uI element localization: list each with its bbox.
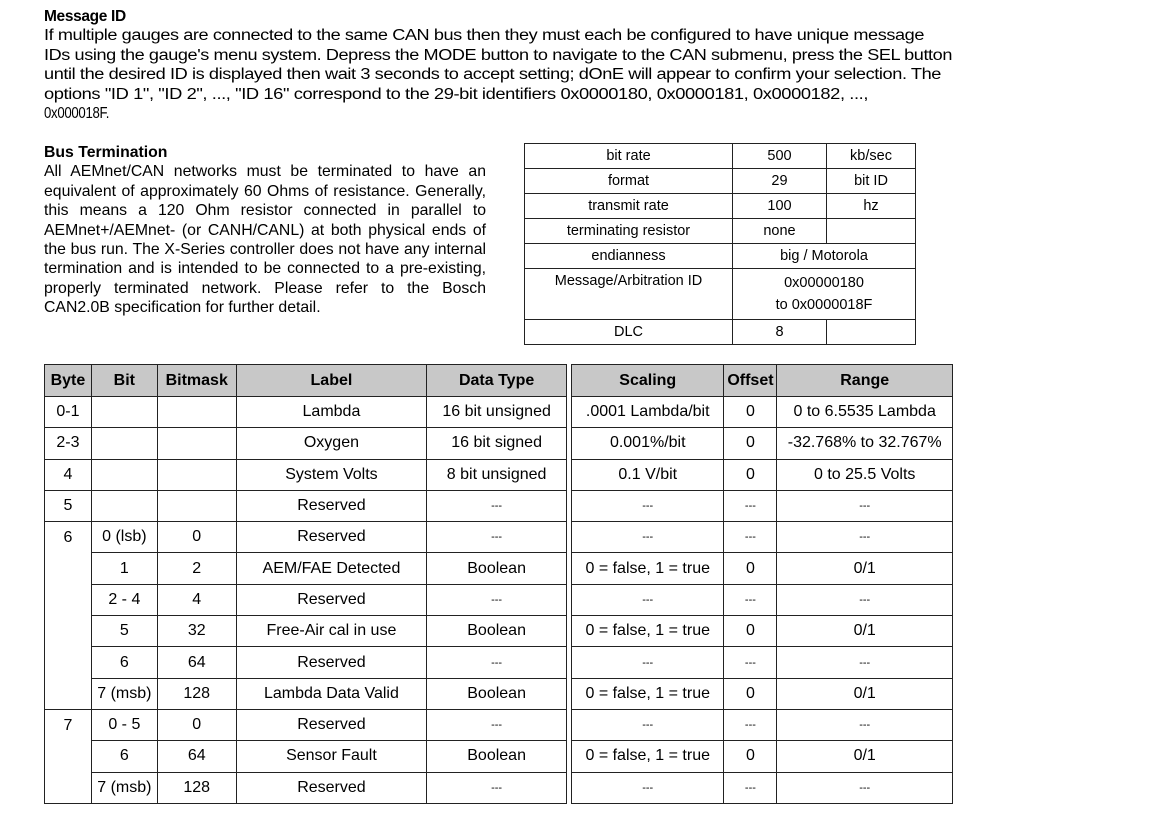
cell-data-type: Boolean — [427, 741, 567, 772]
table-row — [45, 709, 567, 740]
cell-bit: 7 (msb) — [91, 678, 157, 709]
cell-bit — [91, 459, 157, 490]
cell-offset: 0 — [724, 678, 777, 709]
bus-termination-body: All AEMnet/CAN networks must be terminated to have an equivalent of approximately 60 Ohms of resistance. Generally, this means a 120 Ohm resistor connected in parallel to AEMnet+/AEMnet- (or CANH/CANL) at both physical ends of the bus run. The X-Series controller does not have any internal termination and is intended to be connected to a pre-existing, properly terminated network. Please refer to the Bosch CAN2.0B specification for further detail. — [44, 163, 486, 317]
cell-scaling: 0 = false, 1 = true — [572, 553, 724, 584]
param-value: none — [733, 219, 827, 244]
cell-scaling: --- — [572, 647, 724, 678]
param-unit: kb/sec — [827, 144, 916, 169]
cell-byte: 2-3 — [45, 428, 92, 459]
table-row — [45, 584, 567, 615]
cell-bitmask: 0 — [157, 709, 236, 740]
cell-byte: 0-1 — [45, 397, 92, 428]
cell-bit — [91, 490, 157, 521]
cell-range: 0/1 — [777, 678, 953, 709]
cell-bitmask: 64 — [157, 647, 236, 678]
param-value: 8 — [733, 320, 827, 345]
cell-bit: 0 - 5 — [91, 709, 157, 740]
cell-bit: 2 - 4 — [91, 584, 157, 615]
param-row-dlc — [525, 320, 916, 345]
header-bit: Bit — [91, 365, 157, 397]
cell-range: --- — [777, 647, 953, 678]
cell-range: --- — [777, 522, 953, 553]
header-offset: Offset — [724, 365, 777, 397]
header-scaling: Scaling — [572, 365, 724, 397]
table-row — [45, 741, 567, 772]
param-row-endianness — [525, 244, 916, 269]
table-row — [45, 553, 567, 584]
param-row-format — [525, 169, 916, 194]
param-unit — [827, 219, 916, 244]
param-label: DLC — [525, 320, 733, 345]
table-row — [45, 678, 567, 709]
cell-offset: --- — [724, 772, 777, 803]
param-unit: hz — [827, 194, 916, 219]
param-value — [733, 269, 916, 320]
cell-range: 0/1 — [777, 741, 953, 772]
table-row — [572, 616, 953, 647]
table-header-row — [572, 365, 953, 397]
data-layout-table-left — [44, 364, 567, 804]
message-id-section — [44, 7, 956, 123]
cell-offset: --- — [724, 522, 777, 553]
cell-range: 0/1 — [777, 616, 953, 647]
message-id-heading: Message ID — [44, 8, 126, 25]
table-row — [45, 522, 567, 553]
message-id-line — [44, 46, 956, 65]
cell-label: Reserved — [236, 647, 427, 678]
cell-offset: --- — [724, 647, 777, 678]
cell-data-type: --- — [427, 584, 567, 615]
cell-scaling: .0001 Lambda/bit — [572, 397, 724, 428]
cell-scaling: 0.1 V/bit — [572, 459, 724, 490]
table-row — [572, 584, 953, 615]
cell-range: --- — [777, 772, 953, 803]
table-header-row — [45, 365, 567, 397]
cell-label: System Volts — [236, 459, 427, 490]
cell-bit: 0 (lsb) — [91, 522, 157, 553]
cell-bitmask — [157, 459, 236, 490]
message-id-line-text: until the desired ID is displayed then wait 3 seconds to accept setting; dOnE will appear to confirm your selection. The — [44, 66, 941, 84]
cell-data-type: Boolean — [427, 678, 567, 709]
cell-offset: 0 — [724, 553, 777, 584]
cell-bitmask: 32 — [157, 616, 236, 647]
cell-range: 0 to 25.5 Volts — [777, 459, 953, 490]
table-row — [572, 522, 953, 553]
cell-bitmask: 4 — [157, 584, 236, 615]
table-row — [572, 397, 953, 428]
header-range: Range — [777, 365, 953, 397]
cell-byte: 7 — [45, 709, 92, 803]
cell-scaling: --- — [572, 522, 724, 553]
param-value: 29 — [733, 169, 827, 194]
cell-offset: --- — [724, 490, 777, 521]
cell-label: Reserved — [236, 522, 427, 553]
table-row — [572, 459, 953, 490]
table-row — [572, 772, 953, 803]
param-unit — [827, 320, 916, 345]
table-row — [572, 709, 953, 740]
table-row — [45, 616, 567, 647]
table-row — [572, 647, 953, 678]
cell-label: Reserved — [236, 490, 427, 521]
cell-label: Free-Air cal in use — [236, 616, 427, 647]
cell-data-type: 8 bit unsigned — [427, 459, 567, 490]
cell-data-type: --- — [427, 490, 567, 521]
table-row — [45, 428, 567, 459]
cell-range: --- — [777, 709, 953, 740]
cell-data-type: 16 bit unsigned — [427, 397, 567, 428]
param-value: 100 — [733, 194, 827, 219]
cell-label: Lambda — [236, 397, 427, 428]
param-row-message-id — [525, 269, 916, 320]
message-id-line — [44, 26, 956, 45]
cell-bit — [91, 397, 157, 428]
param-label: endianness — [525, 244, 733, 269]
cell-bitmask — [157, 428, 236, 459]
cell-label: Oxygen — [236, 428, 427, 459]
cell-label: Reserved — [236, 709, 427, 740]
header-byte: Byte — [45, 365, 92, 397]
cell-scaling: 0 = false, 1 = true — [572, 616, 724, 647]
cell-bitmask: 0 — [157, 522, 236, 553]
param-label: bit rate — [525, 144, 733, 169]
cell-offset: 0 — [724, 428, 777, 459]
cell-data-type: --- — [427, 772, 567, 803]
message-id-body — [44, 26, 956, 123]
table-row — [572, 553, 953, 584]
cell-label: AEM/FAE Detected — [236, 553, 427, 584]
cell-label: Reserved — [236, 584, 427, 615]
cell-bitmask — [157, 397, 236, 428]
cell-offset: 0 — [724, 741, 777, 772]
table-row — [45, 772, 567, 803]
cell-scaling: --- — [572, 772, 724, 803]
cell-bitmask: 128 — [157, 772, 236, 803]
can-parameters-table — [524, 143, 916, 345]
cell-scaling: 0 = false, 1 = true — [572, 678, 724, 709]
cell-data-type: Boolean — [427, 616, 567, 647]
cell-scaling: --- — [572, 584, 724, 615]
cell-scaling: --- — [572, 490, 724, 521]
cell-scaling: --- — [572, 709, 724, 740]
cell-bitmask: 128 — [157, 678, 236, 709]
param-row-terminating-resistor — [525, 219, 916, 244]
param-label: Message/Arbitration ID — [525, 269, 733, 320]
cell-bit — [91, 428, 157, 459]
cell-offset: 0 — [724, 616, 777, 647]
cell-range: --- — [777, 584, 953, 615]
data-layout-table-right — [571, 364, 953, 804]
header-label: Label — [236, 365, 427, 397]
cell-bitmask: 64 — [157, 741, 236, 772]
cell-range: 0 to 6.5535 Lambda — [777, 397, 953, 428]
table-row — [572, 428, 953, 459]
cell-bit: 1 — [91, 553, 157, 584]
cell-bit: 6 — [91, 741, 157, 772]
cell-offset: 0 — [724, 397, 777, 428]
table-row — [45, 647, 567, 678]
cell-offset: --- — [724, 584, 777, 615]
message-id-line-text: If multiple gauges are connected to the same CAN bus then they must each be configured to have unique message — [44, 27, 924, 45]
message-id-line — [44, 65, 956, 84]
param-value: big / Motorola — [733, 244, 916, 269]
param-label: transmit rate — [525, 194, 733, 219]
cell-bit: 6 — [91, 647, 157, 678]
message-id-line-text: IDs using the gauge's menu system. Depress the MODE button to navigate to the CAN submenu, press the SEL button — [44, 46, 952, 64]
cell-bitmask — [157, 490, 236, 521]
cell-range: --- — [777, 490, 953, 521]
table-row — [572, 741, 953, 772]
message-id-line — [44, 85, 956, 104]
cell-range: 0/1 — [777, 553, 953, 584]
cell-offset: --- — [724, 709, 777, 740]
header-bitmask: Bitmask — [157, 365, 236, 397]
message-id-line-text: options "ID 1", "ID 2", ..., "ID 16" correspond to the 29-bit identifiers 0x0000180, 0x0000181, 0x0000182, ..., — [44, 85, 868, 103]
cell-data-type: --- — [427, 647, 567, 678]
cell-label: Lambda Data Valid — [236, 678, 427, 709]
param-label: terminating resistor — [525, 219, 733, 244]
cell-bit: 7 (msb) — [91, 772, 157, 803]
param-value: 500 — [733, 144, 827, 169]
cell-data-type: Boolean — [427, 553, 567, 584]
cell-byte: 6 — [45, 522, 92, 710]
bus-termination-heading: Bus Termination — [44, 144, 168, 161]
header-data-type: Data Type — [427, 365, 567, 397]
cell-range: -32.768% to 32.767% — [777, 428, 953, 459]
table-row — [45, 397, 567, 428]
table-row — [572, 678, 953, 709]
cell-data-type: --- — [427, 522, 567, 553]
param-row-transmit-rate — [525, 194, 916, 219]
cell-byte: 5 — [45, 490, 92, 521]
table-row — [45, 490, 567, 521]
param-value-line: to 0x0000018F — [775, 297, 873, 313]
cell-data-type: 16 bit signed — [427, 428, 567, 459]
cell-bit: 5 — [91, 616, 157, 647]
cell-scaling: 0.001%/bit — [572, 428, 724, 459]
param-label: format — [525, 169, 733, 194]
cell-data-type: --- — [427, 709, 567, 740]
param-unit: bit ID — [827, 169, 916, 194]
bus-termination-section — [44, 143, 486, 318]
cell-scaling: 0 = false, 1 = true — [572, 741, 724, 772]
param-row-bit-rate — [525, 144, 916, 169]
cell-label: Sensor Fault — [236, 741, 427, 772]
cell-label: Reserved — [236, 772, 427, 803]
cell-offset: 0 — [724, 459, 777, 490]
cell-bitmask: 2 — [157, 553, 236, 584]
cell-byte: 4 — [45, 459, 92, 490]
table-row — [572, 490, 953, 521]
message-id-line: 0x000018F. — [44, 105, 110, 123]
table-row — [45, 459, 567, 490]
param-value-line: 0x00000180 — [784, 275, 864, 291]
